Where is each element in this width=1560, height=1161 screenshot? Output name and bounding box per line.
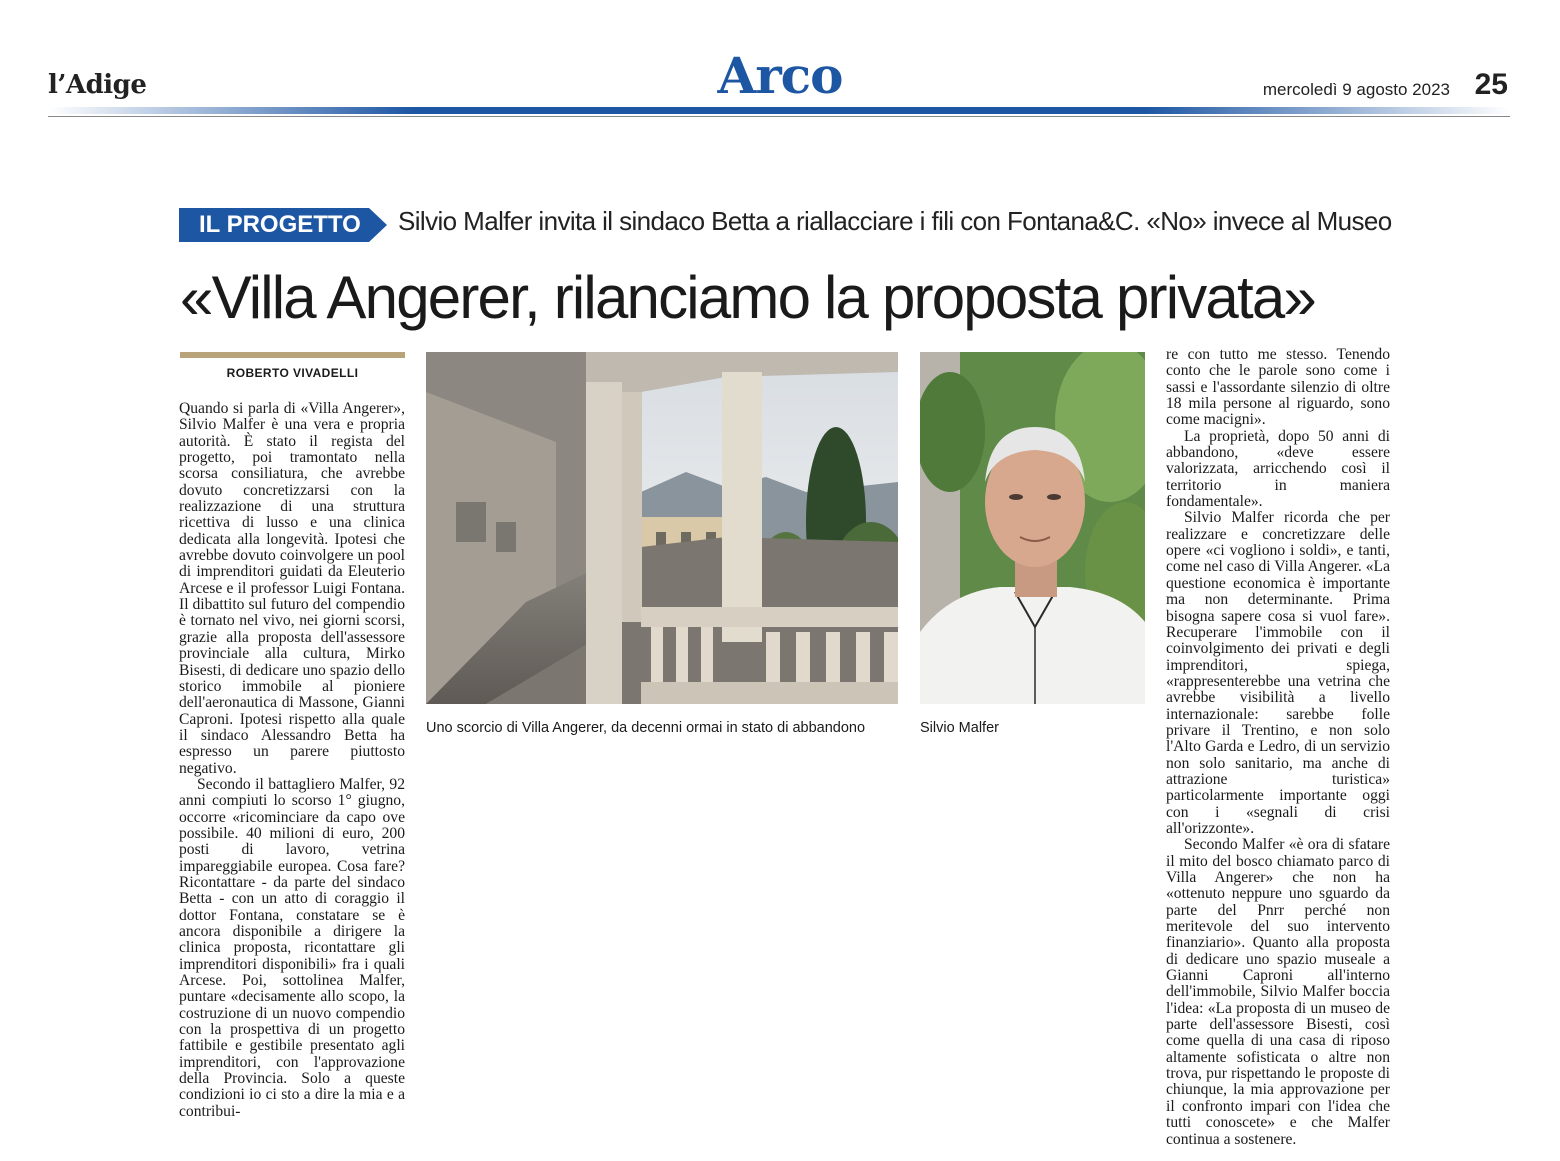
article-column-2 [1166, 347, 1390, 1148]
kicker-arrow-icon [369, 208, 387, 242]
article-column-1 [179, 401, 405, 1120]
kicker-text: Silvio Malfer invita il sindaco Betta a riallacciare i fili con Fontana&C. «No» invece al Museo [398, 206, 1392, 236]
paragraph: La proprietà, dopo 50 anni di abbandono, «deve essere valorizzata, arricchendo così il territorio in maniera fondamentale». [1166, 427, 1390, 511]
photo-silvio-malfer [920, 352, 1145, 704]
paragraph: Secondo Malfer «è ora di sfatare il mito del bosco chiamato parco di Villa Angerer» che non ha «ottenuto neppure uno sguardo da parte del Pnrr perché non meritevole del suo intervento finanziario». Quanto alla proposta di dedicare uno spazio museale a Gianni Caproni all'interno dell'immobile, Silvio Malfer boccia l'idea: «La proposta di un museo de parte dell'assessore Bisesti, così come quella di una casa di riposo altamente sofisticata o altre non trova, pur rispettando le proposte di chiunque, la mia approvazione per il confronto impari con l'idea che tutti conoscete» e che Malfer continua a sostenere. [1166, 836, 1390, 1148]
paragraph: re con tutto me stesso. Tenendo conto che le parole sono come i sassi e l'assordante silenzio di oltre 18 mila persone al riguardo, sono come macigni». [1166, 346, 1390, 429]
header-rule-thin [48, 116, 1510, 117]
photo-caption: Uno scorcio di Villa Angerer, da decenni ormai in stato di abbandono [426, 720, 866, 736]
publication-date: mercoledì 9 agosto 2023 [1262, 80, 1450, 99]
paragraph: Quando si parla di «Villa Angerer», Silvio Malfer è una vera e propria autorità. È stato il regista del progetto, poi tramontato nella scorsa consiliatura, che avrebbe dovuto concretizzarsi con la realizzazione di una struttura ricettiva di lusso e una clinica dedicata alla longevità. Ipotesi che avrebbe dovuto coinvolgere un pool di imprenditori guidati da Eleuterio Arcese e il professor Luigi Fontana. Il dibattito sul futuro del compendio è tornato nel vivo, nei giorni scorsi, grazie alla proposta dell'assessore provinciale alla cultura, Mirko Bisesti, di dedicare uno spazio dello storico immobile al pioniere dell'aeronautica di Massone, Gianni Caproni. Ipotesi rispetto alla quale il sindaco Alessandro Betta ha espresso un parere piuttosto negativo. [179, 400, 405, 777]
page-number: 25 [1474, 68, 1508, 101]
photo-caption: Silvio Malfer [920, 720, 999, 736]
byline: ROBERTO VIVADELLI [226, 366, 359, 380]
header-rule [48, 107, 1510, 114]
headline: «Villa Angerer, rilanciamo la proposta privata» [180, 264, 1316, 331]
paragraph: Silvio Malfer ricorda che per realizzare e concretizzare delle opere «ci vogliono i soldi», e tanti, come nel caso di Villa Angerer. «La questione economica è importante ma non determinante. Prima bisogna sapere cosa si vuol fare». Recuperare l'immobile con il coinvolgimento dei privati e degli imprenditori, spiega, «rappresenterebbe una vetrina che avrebbe visibilità a livello internazionale: sarebbe folle privare il Trentino, e non solo l'Alto Garda e Ledro, di un servizio non solo sanitario, ma anche di attrazione turistica» particolarmente importante oggi con i «segnali di crisi all'orizzonte». [1166, 509, 1390, 837]
masthead: l’Adige [48, 70, 147, 100]
byline-rule [180, 352, 405, 358]
photo-villa-angerer [426, 352, 898, 704]
kicker-tag: IL PROGETTO [179, 208, 369, 242]
section-title: Arco [717, 46, 843, 105]
paragraph: Secondo il battagliero Malfer, 92 anni compiuti lo scorso 1° giugno, occorre «ricominciare da capo ove possibile. 40 milioni di euro, 200 posti di lavoro, vetrina impareggiabile europea. Cosa fare? Ricontattare - da parte del sindaco Betta - con un atto di coraggio il dottor Fontana, constatare se è ancora disponibile a dirigere la clinica proposta, ricontattare gli imprenditori disponibili» fra i quali Arcese. Poi, sottolinea Malfer, puntare «decisamente allo scopo, la costruzione di un nuovo compendio con la prospettiva di un progetto fattibile e gestibile presentato agli imprenditori, con l'approvazione della Provincia. Solo a queste condizioni io ci sto a dire la mia e a contribui- [179, 775, 405, 1120]
